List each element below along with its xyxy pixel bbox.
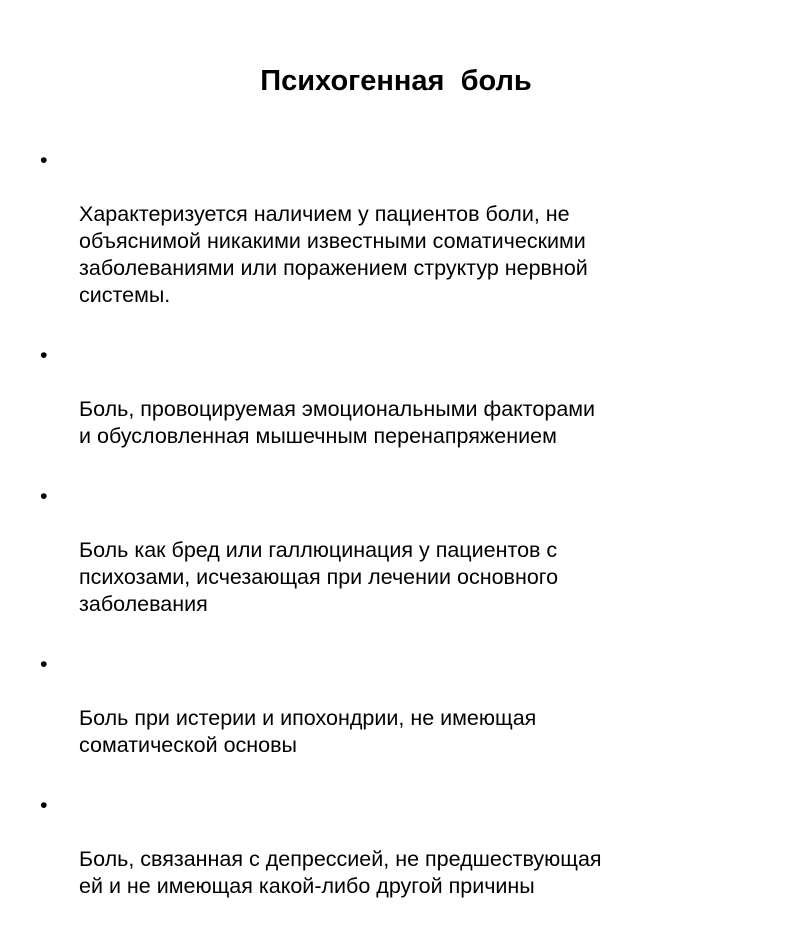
bullet-text-2: Боль, провоцируемая эмоциональными факторами и обусловленная мышечным перенапряжением xyxy=(79,397,596,448)
bullet-text-4: Боль при истерии и ипохондрии, не имеющая соматической основы xyxy=(79,706,537,757)
slide-title: Психогенная боль xyxy=(260,65,532,97)
bullet-dot-icon: • xyxy=(40,148,48,172)
bullet-dot-icon: • xyxy=(40,793,48,817)
bullet-dot-icon: • xyxy=(40,484,48,508)
bullet-item-2 xyxy=(40,342,740,477)
bullet-list xyxy=(40,147,740,933)
bullet-item-5 xyxy=(40,792,740,927)
bullet-item-4 xyxy=(40,651,740,786)
bullet-dot-icon: • xyxy=(40,343,48,367)
bullet-text-3: Боль как бред или галлюцинация у пациентов с психозами, исчезающая при лечении основного заболевания xyxy=(79,538,559,616)
bullet-item-3 xyxy=(40,483,740,645)
bullet-item-1 xyxy=(40,147,740,336)
bullet-text-5: Боль, связанная с депрессией, не предшествующая ей и не имеющая какой-либо другой причины xyxy=(79,847,602,898)
bullet-text-1: Характеризуется наличием у пациентов боли, не объяснимой никакими известными соматическими заболеваниями или поражением структур нервной системы. xyxy=(79,202,588,307)
bullet-dot-icon: • xyxy=(40,652,48,676)
